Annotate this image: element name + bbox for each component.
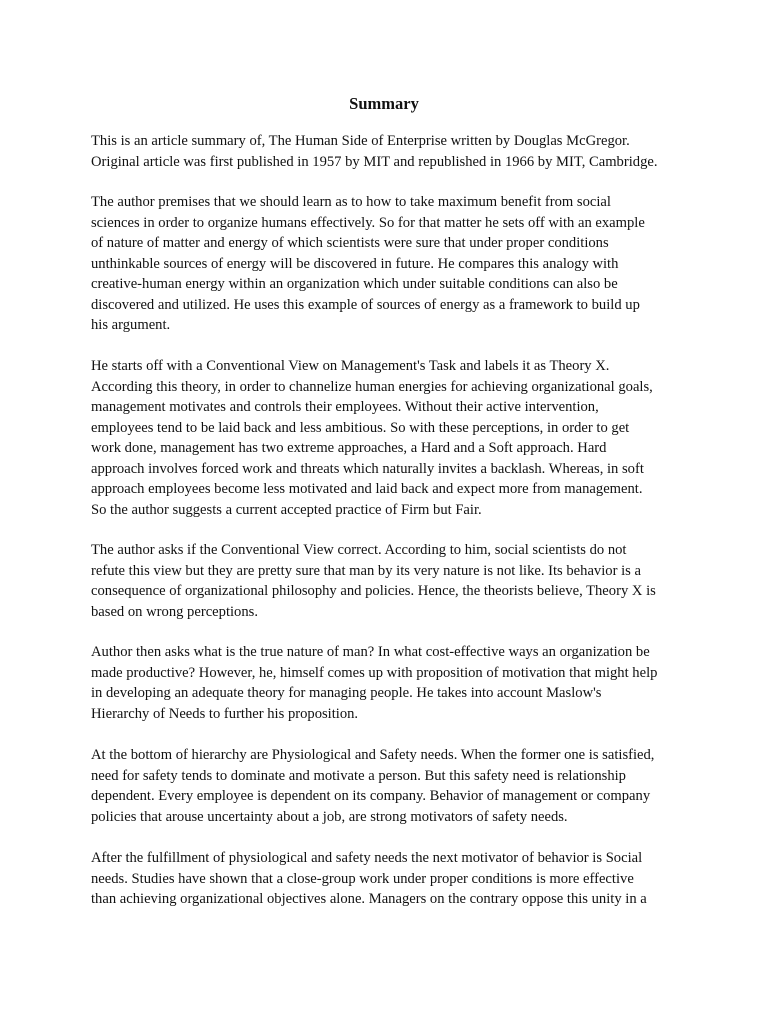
text-line: his argument. bbox=[91, 317, 171, 333]
text-line: approach involves forced work and threats which naturally invites a backlash. Whereas, in soft bbox=[91, 460, 644, 477]
text-line: dependent. Every employee is dependent on its company. Behavior of management or company bbox=[91, 788, 651, 804]
text-line: sciences in order to organize humans effectively. So for that matter he sets off with an example bbox=[91, 214, 645, 231]
text-line: He starts off with a Conventional View on Management's Task and labels it as Theory X. bbox=[91, 358, 610, 374]
text-line: creative-human energy within an organization which under suitable conditions can also be bbox=[91, 276, 618, 292]
text-line: based on wrong perceptions. bbox=[91, 603, 258, 620]
text-line: So the author suggests a current accepted practice of Firm but Fair. bbox=[91, 501, 482, 518]
text-line: need for safety tends to dominate and motivate a person. But this safety need is relationship bbox=[91, 767, 626, 784]
text-line: After the fulfillment of physiological and safety needs the next motivator of behavior is Social bbox=[91, 850, 643, 866]
paragraph-conventional-view bbox=[91, 540, 691, 622]
text-line: of nature of matter and energy of which scientists were sure that under proper conditions bbox=[91, 235, 609, 251]
paragraph-theory-x bbox=[91, 356, 691, 520]
text-line: According this theory, in order to channelize human energies for achieving organizational goals, bbox=[91, 378, 653, 395]
text-line: in developing an adequate theory for managing people. He takes into account Maslow's bbox=[91, 685, 602, 701]
text-line: management motivates and controls their employees. Without their active intervention, bbox=[91, 399, 599, 415]
text-line: This is an article summary of, The Human Side of Enterprise written by Douglas McGregor. bbox=[91, 133, 630, 149]
text-line: The author premises that we should learn as to how to take maximum benefit from social bbox=[91, 194, 611, 210]
text-line: consequence of organizational philosophy and policies. Hence, the theorists believe, Theory X is bbox=[91, 583, 656, 599]
paragraph-nature-of-man bbox=[91, 642, 691, 724]
text-line: discovered and utilized. He uses this example of sources of energy as a framework to build up bbox=[91, 296, 640, 313]
paragraph-social-needs bbox=[91, 848, 691, 910]
text-line: policies that arouse uncertainty about a job, are strong motivators of safety needs. bbox=[91, 808, 568, 825]
text-line: Author then asks what is the true nature of man? In what cost-effective ways an organization be bbox=[91, 644, 650, 660]
paragraph-intro bbox=[91, 131, 691, 172]
text-line: approach employees become less motivated and laid back and expect more from management. bbox=[91, 481, 643, 497]
text-line: employees tend to be laid back and less ambitious. So with these perceptions, in order to get bbox=[91, 419, 630, 436]
text-line: than achieving organizational objectives alone. Managers on the contrary oppose this unity in a bbox=[91, 891, 647, 907]
text-line: Hierarchy of Needs to further his proposition. bbox=[91, 705, 359, 722]
text-line: needs. Studies have shown that a close-group work under proper conditions is more effective bbox=[91, 870, 634, 887]
text-line: unthinkable sources of energy will be discovered in future. He compares this analogy with bbox=[91, 255, 619, 272]
paragraph-hierarchy bbox=[91, 745, 691, 827]
text-line: made productive? However, he, himself comes up with proposition of motivation that might help bbox=[91, 664, 658, 681]
text-line: The author asks if the Conventional View correct. According to him, social scientists do not bbox=[91, 542, 627, 558]
text-line: Original article was first published in 1957 by MIT and republished in 1966 by MIT, Cambridge. bbox=[91, 153, 658, 170]
text-line: refute this view but they are pretty sure that man by its very nature is not like. Its behavior is a bbox=[91, 562, 641, 579]
paragraph-premise bbox=[91, 192, 691, 336]
document-title: Summary bbox=[349, 94, 419, 113]
text-line: At the bottom of hierarchy are Physiological and Safety needs. When the former one is satisfied, bbox=[91, 747, 655, 763]
text-line: work done, management has two extreme approaches, a Hard and a Soft approach. Hard bbox=[91, 440, 607, 456]
